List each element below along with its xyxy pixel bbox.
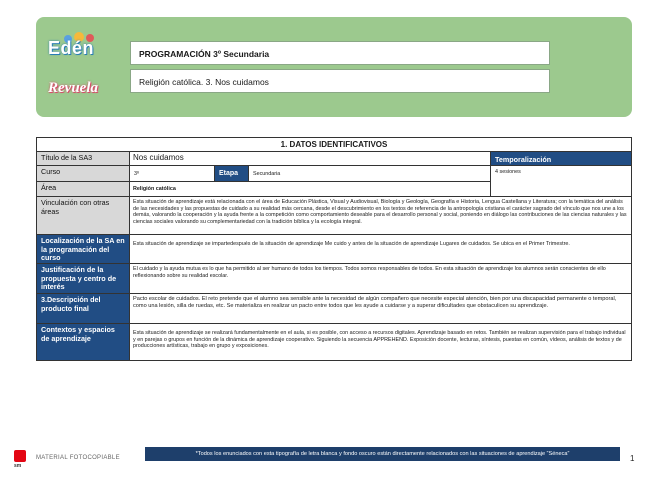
sm-logo-icon — [14, 450, 26, 462]
etapa-label: Etapa — [215, 166, 249, 181]
justificacion-label: Justificación de la propuesta y centro de interés — [37, 264, 130, 293]
material-fotocopiable: MATERIAL FOTOCOPIABLE — [36, 455, 120, 461]
datos-identificativos-table — [36, 137, 632, 361]
descripcion-row — [37, 294, 631, 324]
program-title: PROGRAMACIÓN 3º Secundaria — [130, 41, 550, 65]
curso-row — [37, 166, 490, 182]
curso-value: 3º — [130, 166, 215, 181]
localizacion-row — [37, 235, 631, 264]
footer-note: *Todos los enunciados con esta tipografía de letra blanca y fondo oscuro están directamente relacionados con las situaciones de aprendizaje “Séneca” — [145, 447, 620, 461]
table-heading: 1. DATOS IDENTIFICATIVOS — [37, 138, 631, 152]
vinculacion-value: Esta situación de aprendizaje está relacionada con el área de Educación Plástica, Visual y Audiovisual, Biología y Geología, Geografía e Historia, Lengua Castellana y Literatura; con la temática del análisis de las necesidades y las propuestas de cuidado a su realidad más cercana, desde el descubrimiento en los textos de referencia de la antropología cristiana el carácter sagrado del vínculo que nos une a los demás, valorando la cooperación y la ayuda frente a la competición como comportamiento deseable para el desarrollo personal y social, poniendo en diálogo las contribuciones de las ciencias naturales y las ciencias sociales valorando su complementariedad con la tradición bíblica y la ecología integral. — [133, 199, 627, 225]
justificacion-value: El cuidado y la ayuda mutua es lo que ha permitido al ser humano de todos los tiempos. Todos somos responsables de todos. En esta situación de aprendizaje los alumnos serán conscientes de ello reflexionando sobre su realidad escolar. — [133, 266, 606, 279]
header-banner — [36, 17, 632, 117]
temporalizacion-column — [491, 152, 631, 196]
vinculacion-label: Vinculación con otras áreas — [37, 197, 130, 234]
descripcion-value: Pacto escolar de cuidados. El reto pretende que el alumno sea sensible ante la necesidad de algún compañero que necesite especial atención, bien por una discapacidad permanente o temporal, como una lesión, silla de ruedas, etc. Se materializa en realizar un pacto entre todos que les ayude a cuidarse y a superar dificultades que obstaculicen su aprendizaje. — [133, 296, 617, 309]
area-value: Religión católica — [133, 186, 176, 192]
unit-title: Religión católica. 3. Nos cuidamos — [130, 69, 550, 93]
curso-label: Curso — [37, 166, 130, 181]
justificacion-row — [37, 264, 631, 294]
descripcion-label: 3.Descripción del producto final — [37, 294, 130, 323]
logo-eden-text: Edén — [48, 38, 95, 58]
temporalizacion-label: Temporalización — [491, 152, 631, 166]
area-row — [37, 182, 490, 196]
localizacion-label: Localización de la SA en la programación del curso — [37, 235, 130, 263]
contextos-label: Contextos y espacios de aprendizaje — [37, 324, 130, 360]
temporalizacion-value: 4 sesiones — [495, 169, 521, 175]
logo-revuela-text: Revuela — [48, 80, 98, 96]
contextos-value: Esta situación de aprendizaje se realizará fundamentalmente en el aula, si es posible, con acceso a recursos digitales. Aprendizaje basado en retos. También se realizan supervisión para el trabajo individual y en parejas o grupos en función de la dinámica de aprendizaje cooperativo. Siguiendo la secuencia APPREHEND. Exposición docente, lecturas, síntesis, puestas en común, vídeos, análisis de textos y de producciones artísticas, trabajo en grupo y exposiciones. — [133, 330, 626, 350]
localizacion-value: Esta situación de aprendizaje se impartedespués de la situación de aprendizaje Me cuido y antes de la situación de aprendizaje Lugares de cuidados. Se ubica en el Primer Trimestre. — [133, 241, 570, 247]
area-label: Área — [37, 182, 130, 196]
top-left-cells — [37, 152, 491, 196]
vinculacion-row — [37, 197, 631, 235]
eden-revuela-logo — [44, 32, 124, 104]
sm-brand: sm — [14, 463, 22, 469]
etapa-value: Secundaria — [253, 170, 281, 177]
top-section — [37, 152, 631, 197]
titulo-label: Título de la SA3 — [37, 152, 130, 165]
titulo-value: Nos cuidamos — [133, 153, 184, 162]
page-number: 1 — [630, 454, 635, 463]
contextos-row — [37, 324, 631, 360]
titulo-row — [37, 152, 490, 166]
